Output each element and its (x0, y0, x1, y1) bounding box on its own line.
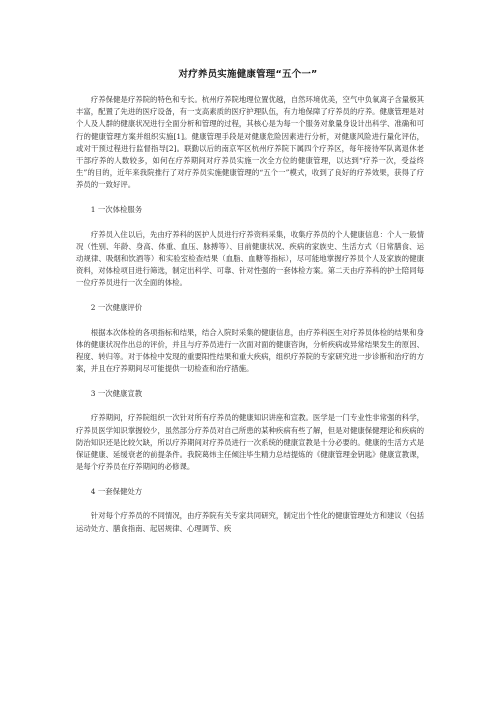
section-paragraph-4: 针对每个疗养员的不同情况，由疗养院有关专家共同研究，制定出个性化的健康管理处方和建议（包括运动处方、膳食指南、起居规律、心理调节、疾 (76, 511, 424, 533)
section-heading-3: 3 一次健康宣教 (90, 388, 143, 398)
section-paragraph-3: 疗养期间，疗养院组织一次针对所有疗养员的健康知识讲座和宣教。医学是一门专业性非常强的科学，疗养员医学知识掌握较少，虽然部分疗养员对自己所患的某种疾病有些了解，但是对健康保健理论和疾病的防治知识还是比较欠缺，所以疗养期间对疗养员进行一次系统的健康宣教是十分必要的。健康的生活方式是保证健康、延缓衰老的前提条件。我院葛炜主任倾注毕生精力总结提炼的《健康管理金钥匙》健康宣教课，是每个疗养员在疗养期间的必修课。 (76, 413, 424, 472)
document-title: 对疗养员实施健康管理“五个一” (178, 69, 318, 80)
paragraph-gap (76, 473, 424, 485)
paragraph-gap (76, 216, 424, 228)
section-heading-1: 1 一次体检服务 (90, 205, 143, 215)
paragraph-gap (76, 375, 424, 387)
paragraph-gap (76, 498, 424, 510)
paragraph-gap (76, 314, 424, 326)
section-heading-2: 2 一次健康评价 (90, 303, 143, 313)
section-heading-4: 4 一套保健处方 (90, 486, 143, 496)
section-paragraph-2: 根据本次体检的各项指标和结果，结合入院时采集的健康信息，由疗养科医生对疗养员体检的结果和身体的健康状况作出总的评价，并且与疗养员进行一次面对面的健康咨询，分析疾病或异常结果发生的原因、程度、转归等。对于体检中发现的重要阳性结果和重大疾病，组织疗养院的专家研究进一步诊断和治疗的方案，并且在疗养期间尽可能提供一切检查和治疗措施。 (76, 327, 424, 374)
section-paragraph-1: 疗养员入住以后，先由疗养科的医护人员进行疗养资料采集，收集疗养员的个人健康信息：个人一般情况（性别、年龄、身高、体重、血压、脉搏等）、目前健康状况、疾病的家族史、生活方式（日常膳食、运动规律、吸烟和饮酒等）和实验室检查结果（血脂、血糖等指标），尽可能地掌握疗养员个人及家族的健康资料，对体检项目进行筛选，制定出科学、可靠、针对性强的一套体检方案。第二天由疗养科的护士陪同每一位疗养员进行一次全面的体检。 (76, 229, 424, 288)
paragraph-gap (76, 192, 424, 204)
paragraph-gap (76, 400, 424, 412)
intro-paragraph: 疗养保健是疗养院的特色和专长。杭州疗养院地理位置优越，自然环境优美，空气中负氧离子含量极其丰富，配置了先进的医疗设备，有一支高素质的医疗护理队伍，有力地保障了疗养员的疗养。健康管理是对个人及人群的健康状况进行全面分析和管理的过程，其核心是为每一个服务对象量身设计出科学、准确和可行的健康管理方案并组织实施[1]。健康管理手段是对健康危险因素进行分析，对健康风险进行量化评估，或对干预过程进行监督指导[2]。联勤以后的南京军区杭州疗养院下属四个疗养区，每年接待军队离退休老干部疗养的人数较多，如何在疗养期间对疗养员实施一次全方位的健康管理，以达到“疗养一次，受益终生”的目的，近年来我院推行了对疗养员实施健康管理的“五个一”模式，收到了良好的疗养效果，获得了疗养员的一致好评。 (76, 95, 424, 190)
paragraph-gap (76, 290, 424, 302)
document-body (76, 94, 424, 535)
